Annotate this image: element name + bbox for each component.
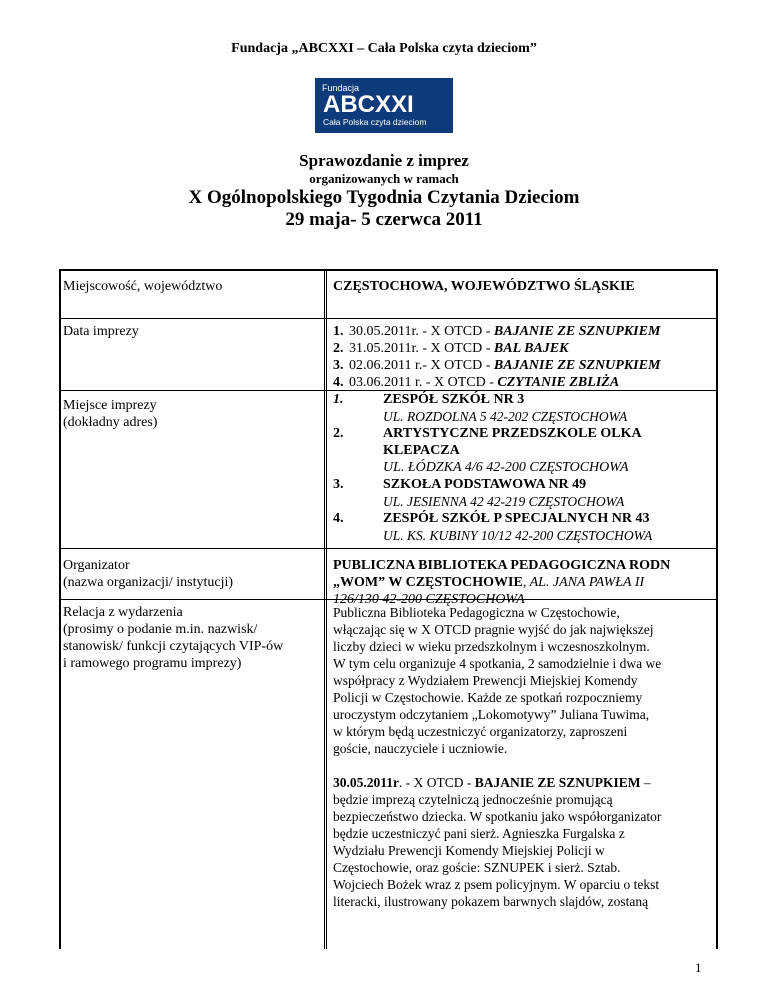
report-paragraph: Publiczna Biblioteka Pedagogiczna w Częstochowie, włączając się w X OTCD pragnie wyjść do jak największej liczby dzieci w wieku przedszkolnym i wczesnoszkolnym. W tym celu organizuje 4 spotkania, 2 samodzielnie i dwa we współpracy z Wydziałem Prewencji Miejskiej Komendy Policji w Częstochowie. Każde ze spotkań rozpoczniemy uroczystym odczytaniem „Lokomotywy” Juliana Tuwima, w którym będą uczestniczyć organizatorzy, zaproszeni goście, nauczyciele i uczniowie. xyxy=(333,605,662,756)
date-item: 4. 03.06.2011 r. - X OTCD - CZYTANIE ZBLIŻA xyxy=(333,375,620,390)
logo-line2: ABCXXI xyxy=(323,91,414,118)
place-address: UL. ROZDOLNA 5 42-202 CZĘSTOCHOWA xyxy=(383,409,628,424)
report-text xyxy=(333,604,715,910)
place-item: 1. ZESPÓŁ SZKÓŁ NR 3 xyxy=(333,392,525,407)
event-title: X Ogólnopolskiego Tygodnia Czytania Dzieciom xyxy=(188,187,580,208)
place-address: UL. ŁÓDZKA 4/6 42-200 CZĘSTOCHOWA xyxy=(383,460,629,475)
label-report: Relacja z wydarzenia (prosimy o podanie m.in. nazwisk/ stanowisk/ funkcji czytających VIP-ów i ramowego programu imprezy) xyxy=(63,605,284,671)
value-organizer: PUBLICZNA BIBLIOTEKA PEDAGOGICZNA RODN „WOM” W CZĘSTOCHOWIE, AL. JANA PAWŁA II 126/130 42-200 CZĘSTOCHOWA xyxy=(333,558,671,607)
date-list xyxy=(333,323,715,391)
date-item: 3. 02.06.2011 r.- X OTCD - BAJANIE ZE SZNUPKIEM xyxy=(333,358,661,373)
label-location: Miejscowość, województwo xyxy=(63,279,223,294)
place-list xyxy=(333,391,715,544)
label-place: Miejsce imprezy (dokładny adres) xyxy=(63,398,158,430)
document-header: Fundacja „ABCXXI – Cała Polska czyta dzieciom” xyxy=(231,41,537,56)
page-number: 1 xyxy=(695,960,702,975)
report-paragraph: 30.05.2011r. - X OTCD - BAJANIE ZE SZNUPKIEM – będzie imprezą czytelniczą jednocześnie promującą bezpieczeństwo dziecka. W spotkaniu jako współorganizator będzie uczestniczyć pani sierż. Agnieszka Furgalska z Wydziału Prewencji Komendy Miejskiej Policji w Częstochowie, oraz goście: SZNUPEK i sierż. Sztab. Wojciech Bożek wraz z psem policyjnym. W oparciu o tekst literacki, ilustrowany pokazem barwnych slajdów, zostaną xyxy=(333,775,662,909)
table-divider xyxy=(326,269,327,949)
place-address: UL. JESIENNA 42 42-219 CZĘSTOCHOWA xyxy=(383,494,625,509)
place-item: 3. SZKOŁA PODSTAWOWA NR 49 xyxy=(333,477,587,492)
document-titles xyxy=(0,151,768,231)
report-title: Sprawozdanie z imprez xyxy=(299,151,469,170)
place-name-cont: KLEPACZA xyxy=(383,443,460,458)
date-item: 2. 31.05.2011r. - X OTCD - BAL BAJEK xyxy=(333,341,569,356)
place-item: 4. ZESPÓŁ SZKÓŁ P SPECJALNYCH NR 43 xyxy=(333,511,650,526)
place-item: 2. ARTYSTYCZNE PRZEDSZKOLE OLKA xyxy=(333,426,642,441)
foundation-logo xyxy=(315,78,453,133)
place-address: UL. KS. KUBINY 10/12 42-200 CZĘSTOCHOWA xyxy=(383,528,653,543)
event-dates: 29 maja- 5 czerwca 2011 xyxy=(285,209,483,230)
value-location: CZĘSTOCHOWA, WOJEWÓDZTWO ŚLĄSKIE xyxy=(333,279,635,294)
date-item: 1. 30.05.2011r. - X OTCD - BAJANIE ZE SZNUPKIEM xyxy=(333,324,661,339)
logo-line1: Fundacja xyxy=(322,83,360,93)
report-subtitle: organizowanych w ramach xyxy=(309,171,459,186)
label-organizer: Organizator (nazwa organizacji/ instytucji) xyxy=(63,558,234,590)
label-date: Data imprezy xyxy=(63,324,139,339)
row-separator xyxy=(59,548,718,549)
table-divider xyxy=(324,269,325,949)
logo-line3: Cała Polska czyta dzieciom xyxy=(323,117,427,127)
row-separator xyxy=(59,318,718,319)
